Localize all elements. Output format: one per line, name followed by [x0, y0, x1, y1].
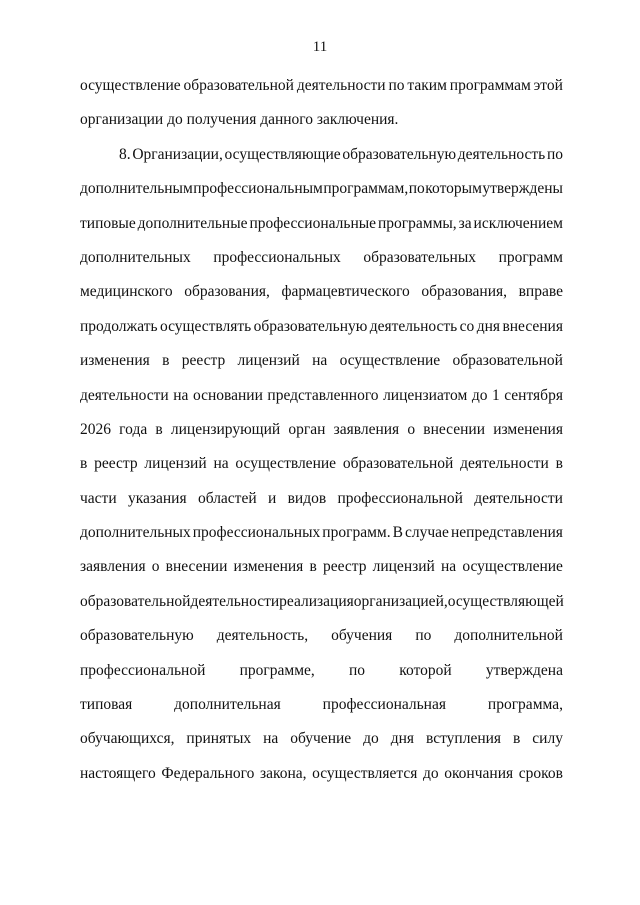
word: утверждены: [482, 180, 563, 198]
word: деятельности: [190, 592, 280, 610]
word: лицензий: [144, 455, 207, 473]
word: обучения: [331, 627, 393, 645]
word: программ.: [322, 524, 391, 542]
word: дополнительной: [454, 627, 563, 645]
word: программа,: [487, 696, 563, 714]
word: заявления: [80, 558, 146, 576]
text-line: [80, 352, 563, 386]
word: до: [363, 730, 379, 748]
text-line: [80, 490, 563, 524]
word: случае: [405, 524, 449, 542]
word: на: [263, 730, 279, 748]
text-line: [80, 77, 563, 111]
word: до: [471, 386, 488, 404]
word: о: [407, 420, 416, 438]
word: осуществление: [339, 352, 441, 370]
word: программам,: [323, 180, 409, 198]
word: принятых: [186, 730, 252, 748]
word: внесении: [165, 558, 228, 576]
word: образовательной: [183, 77, 294, 94]
word: образовательных: [363, 248, 476, 266]
word: продолжать: [80, 317, 158, 335]
text-line: [80, 593, 563, 627]
page-number: 11: [312, 39, 328, 55]
word: на: [312, 352, 328, 370]
word: профессиональной: [337, 489, 463, 507]
text-line: [80, 730, 563, 764]
word: за: [458, 214, 472, 232]
word: на: [440, 558, 457, 576]
text-line: организации до получения данного заключения.: [80, 111, 399, 129]
word: указания: [127, 489, 187, 507]
word: утверждена: [485, 661, 563, 679]
word: основании: [192, 386, 263, 404]
word: заявления: [333, 420, 400, 438]
word: вступления: [425, 730, 502, 748]
word: которым: [425, 180, 482, 198]
word: представленного: [267, 386, 379, 404]
text-line: [80, 249, 563, 283]
word: обучающихся,: [80, 730, 175, 748]
word: деятельности: [296, 77, 386, 94]
word: деятельности: [80, 386, 169, 404]
word: изменения: [493, 420, 563, 438]
word: профессиональных: [192, 524, 321, 542]
word: образовательной: [342, 455, 454, 473]
word: осуществление: [235, 455, 337, 473]
word: типовая: [80, 696, 133, 714]
word: реестр: [322, 558, 367, 576]
word: видов: [287, 489, 327, 507]
word: дополнительных: [80, 524, 191, 542]
word: реестр: [181, 352, 226, 370]
word: по: [415, 627, 432, 645]
word: образовательную: [342, 145, 457, 163]
word: сентября: [504, 386, 563, 404]
word: образовательную: [253, 317, 368, 335]
word: осуществление: [80, 77, 181, 94]
word: образовательной: [80, 592, 191, 610]
word: в: [309, 558, 317, 576]
word: деятельность,: [216, 627, 309, 645]
word: которой: [399, 661, 452, 679]
word: программ: [498, 248, 563, 266]
word: в: [162, 352, 170, 370]
word: и: [267, 489, 277, 507]
word: изменения: [80, 352, 150, 370]
text-line: [80, 387, 563, 421]
text-line: [80, 524, 563, 558]
word: таким: [407, 77, 447, 94]
word: окончания: [444, 764, 514, 782]
word: о: [151, 558, 160, 576]
word: вправе: [518, 283, 563, 301]
word: фармацевтического: [281, 283, 410, 301]
word: силу: [532, 730, 563, 748]
text-line: [80, 662, 563, 696]
word: Федерального: [161, 764, 255, 782]
word: на: [213, 455, 229, 473]
word: дополнительных: [80, 248, 191, 266]
text-line: [80, 146, 563, 180]
word: по: [388, 77, 405, 94]
word: В: [392, 524, 403, 542]
word: лицензий: [372, 558, 435, 576]
word: осуществляющие: [224, 145, 341, 163]
word: по: [546, 145, 563, 163]
word: внесении: [423, 420, 486, 438]
word: организацией,: [353, 592, 448, 610]
word: обучение: [290, 730, 352, 748]
word: программам: [449, 77, 531, 94]
word: профессиональных: [213, 248, 341, 266]
word: дня: [390, 730, 415, 748]
text-line: [80, 180, 563, 214]
word: непредставления: [450, 524, 563, 542]
word: 1: [491, 386, 500, 404]
word: лицензий: [237, 352, 300, 370]
word: 8.: [119, 145, 131, 163]
word: осуществляющей: [447, 592, 564, 610]
word: образовательной: [452, 352, 563, 370]
text-line: [80, 765, 563, 799]
word: профессиональная: [322, 696, 446, 714]
text-line: [80, 215, 563, 249]
word: программе,: [239, 661, 315, 679]
word: лицензирующий: [170, 420, 281, 438]
word: этой: [533, 77, 563, 94]
word: реестр: [94, 455, 138, 473]
word: настоящего: [80, 764, 156, 782]
word: исключением: [473, 214, 563, 232]
word: до: [422, 764, 439, 782]
word: дополнительная: [174, 696, 281, 714]
word: по: [349, 661, 366, 679]
word: осуществлять: [159, 317, 252, 335]
word: образовательную: [80, 627, 194, 645]
word: деятельность: [457, 145, 546, 163]
word: дополнительным: [80, 180, 193, 198]
word: закона,: [259, 764, 307, 782]
word: реализация: [279, 592, 354, 610]
word: в: [555, 455, 563, 473]
word: дня: [476, 317, 501, 335]
word: сроков: [518, 764, 563, 782]
word: деятельности: [460, 455, 549, 473]
word: на: [173, 386, 189, 404]
word: Организации,: [132, 145, 223, 163]
word: деятельности: [474, 489, 563, 507]
word: со: [459, 317, 475, 335]
text-line: [80, 283, 563, 317]
word: изменения: [233, 558, 304, 576]
word: профессиональной: [80, 661, 206, 679]
word: осуществление: [462, 558, 563, 576]
word: деятельность: [369, 317, 458, 335]
word: типовые: [80, 214, 136, 232]
text-line: [80, 627, 563, 661]
word: года: [119, 420, 148, 438]
word: медицинского: [80, 283, 173, 301]
document-body: [80, 77, 563, 799]
word: осуществляется: [312, 764, 418, 782]
word: областей: [197, 489, 257, 507]
word: орган: [288, 420, 326, 438]
text-line: [80, 455, 563, 489]
word: в: [513, 730, 521, 748]
word: образования,: [421, 283, 508, 301]
word: дополнительные: [137, 214, 248, 232]
word: профессиональные: [249, 214, 377, 232]
word: в: [80, 455, 88, 473]
word: профессиональным: [193, 180, 323, 198]
text-line: [80, 558, 563, 592]
word: части: [80, 489, 117, 507]
text-line: [80, 696, 563, 730]
word: 2026: [80, 420, 111, 438]
word: программы,: [377, 214, 457, 232]
word: по: [408, 180, 425, 198]
text-line: [80, 318, 563, 352]
word: внесения: [502, 317, 563, 335]
word: лицензиатом: [383, 386, 468, 404]
word: в: [155, 420, 163, 438]
word: образования,: [184, 283, 270, 301]
text-line: [80, 421, 563, 455]
